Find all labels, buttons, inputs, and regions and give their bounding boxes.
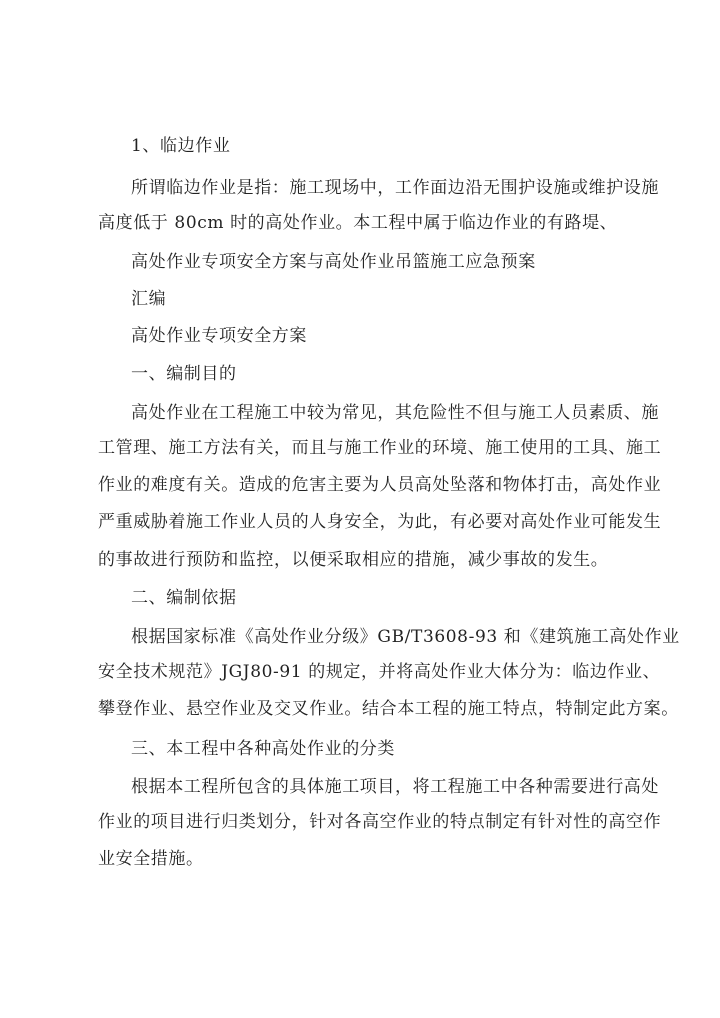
paragraph-line: 根据国家标准《高处作业分级》GB/T3608-93 和《建筑施工高处作业 <box>131 627 680 647</box>
paragraph-line: 根据本工程所包含的具体施工项目，将工程施工中各种需要进行高处 <box>131 777 659 797</box>
paragraph-line: 高处作业在工程施工中较为常见，其危险性不但与施工人员素质、施 <box>131 403 659 423</box>
document-title: 高处作业专项安全方案与高处作业吊篮施工应急预案 <box>131 252 536 272</box>
document-title-continuation: 汇编 <box>131 289 167 309</box>
paragraph-line: 业安全措施。 <box>98 849 204 869</box>
section-heading: 三、本工程中各种高处作业的分类 <box>131 739 395 759</box>
section-heading: 二、编制依据 <box>131 588 237 608</box>
section-title: 高处作业专项安全方案 <box>131 326 307 346</box>
paragraph-line: 作业的项目进行归类划分，针对各高空作业的特点制定有针对性的高空作 <box>98 812 662 832</box>
section-heading: 一、编制目的 <box>131 364 237 384</box>
paragraph-line: 所谓临边作业是指：施工现场中，工作面边沿无围护设施或维护设施 <box>131 178 659 198</box>
section-heading: 1、临边作业 <box>131 136 231 156</box>
paragraph-line: 的事故进行预防和监控，以便采取相应的措施，减少事故的发生。 <box>98 550 609 570</box>
paragraph-line: 严重威胁着施工作业人员的人身安全，为此，有必要对高处作业可能发生 <box>98 512 662 532</box>
paragraph-line: 高度低于 80cm 时的高处作业。本工程中属于临边作业的有路堤、 <box>98 213 618 233</box>
paragraph-line: 攀登作业、悬空作业及交叉作业。结合本工程的施工特点，特制定此方案。 <box>98 699 679 719</box>
paragraph-line: 工管理、施工方法有关，而且与施工作业的环境、施工使用的工具、施工 <box>98 438 662 458</box>
paragraph-line: 作业的难度有关。造成的危害主要为人员高处坠落和物体打击，高处作业 <box>98 475 662 495</box>
paragraph-line: 安全技术规范》JGJ80-91 的规定，并将高处作业大体分为：临边作业、 <box>98 662 661 682</box>
